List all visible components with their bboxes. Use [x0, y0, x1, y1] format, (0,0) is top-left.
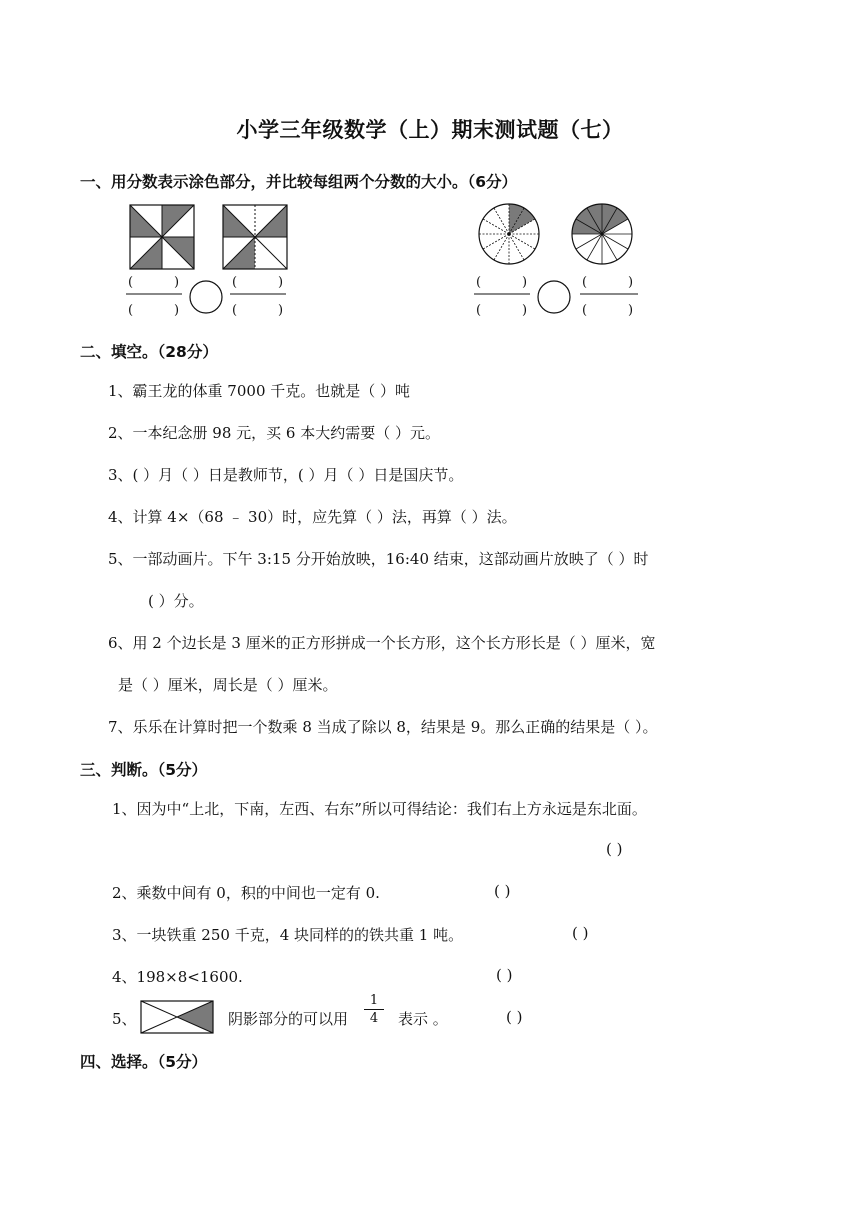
svg-text:): ) — [174, 275, 180, 290]
judge-question-3: 3、一块铁重 250 千克，4 块同样的的铁共重 1 吨。 — [112, 926, 464, 944]
fill-question-2: 2、一本纪念册 98 元，买 6 本大约需要（ ）元。 — [108, 424, 441, 442]
fill-question-4: 4、计算 4×（68 ﹣ 30）时，应先算（ ）法，再算（ ）法。 — [108, 508, 517, 526]
square-figure-left — [130, 205, 194, 269]
fill-question-1: 1、霸王龙的体重 7000 千克。也就是（ ）吨 — [108, 382, 411, 400]
svg-text:): ) — [628, 275, 634, 290]
judge-answer-3: ( ) — [572, 924, 589, 942]
pie-figure-right — [572, 204, 632, 264]
judge-answer-2: ( ) — [494, 882, 511, 900]
svg-text:(: ( — [232, 275, 238, 290]
fill-question-6b: 是（ ）厘米，周长是（ ）厘米。 — [118, 676, 338, 694]
fill-question-3: 3、( ）月（ ）日是教师节，( ）月（ ）日是国庆节。 — [108, 466, 464, 484]
judge-question-4: 4、198×8<1600. — [112, 968, 243, 986]
fraction-one-quarter — [364, 992, 384, 1027]
svg-text:(: ( — [582, 303, 588, 318]
fraction-denominator: 4 — [369, 1011, 379, 1026]
svg-text:): ) — [174, 303, 180, 318]
judge-answer-5: ( ) — [506, 1008, 523, 1026]
section-3-heading: 三、判断。（5分） — [80, 761, 208, 779]
judge-question-5-text-a: 阴影部分的可以用 — [228, 1010, 349, 1028]
fill-question-5b: ( ）分。 — [148, 592, 204, 610]
section-2-heading: 二、填空。（28分） — [80, 343, 218, 361]
circle-figures-group — [468, 200, 648, 325]
svg-text:(: ( — [582, 275, 588, 290]
judge-answer-1: ( ) — [606, 840, 623, 858]
square-figures-group — [118, 200, 318, 325]
fill-question-6a: 6、用 2 个边长是 3 厘米的正方形拼成一个长方形，这个长方形长是（ ）厘米，宽 — [108, 634, 656, 652]
judge-question-2: 2、乘数中间有 0，积的中间也一定有 0. — [112, 884, 380, 902]
pie-figure-left — [479, 204, 539, 264]
page-title: 小学三年级数学（上）期末测试题（七） — [236, 118, 624, 142]
svg-text:(: ( — [476, 275, 482, 290]
section-1-heading: 一、用分数表示涂色部分，并比较每组两个分数的大小。（6分） — [80, 173, 518, 191]
svg-text:): ) — [278, 275, 284, 290]
section-4-heading: 四、选择。（5分） — [80, 1053, 208, 1071]
svg-text:(: ( — [128, 275, 134, 290]
judge-question-1: 1、因为中“上北，下南，左西、右东”所以可得结论：我们右上方永远是东北面。 — [112, 800, 647, 818]
svg-text:(: ( — [476, 303, 482, 318]
rectangle-figure — [140, 1000, 214, 1034]
svg-text:): ) — [628, 303, 634, 318]
judge-question-5-number: 5、 — [112, 1010, 137, 1028]
judge-question-5-text-b: 表示 。 — [398, 1010, 448, 1028]
svg-text:(: ( — [232, 303, 238, 318]
svg-text:): ) — [522, 275, 528, 290]
svg-text:): ) — [278, 303, 284, 318]
square-figure-right — [223, 205, 287, 269]
fill-question-7: 7、乐乐在计算时把一个数乘 8 当成了除以 8，结果是 9。那么正确的结果是（ ）。 — [108, 718, 658, 736]
judge-answer-4: ( ) — [496, 966, 513, 984]
svg-text:): ) — [522, 303, 528, 318]
fraction-numerator: 1 — [364, 992, 384, 1010]
fill-question-5a: 5、一部动画片。下午 3:15 分开始放映，16:40 结束，这部动画片放映了（ ）时 — [108, 550, 649, 568]
svg-text:(: ( — [128, 303, 134, 318]
